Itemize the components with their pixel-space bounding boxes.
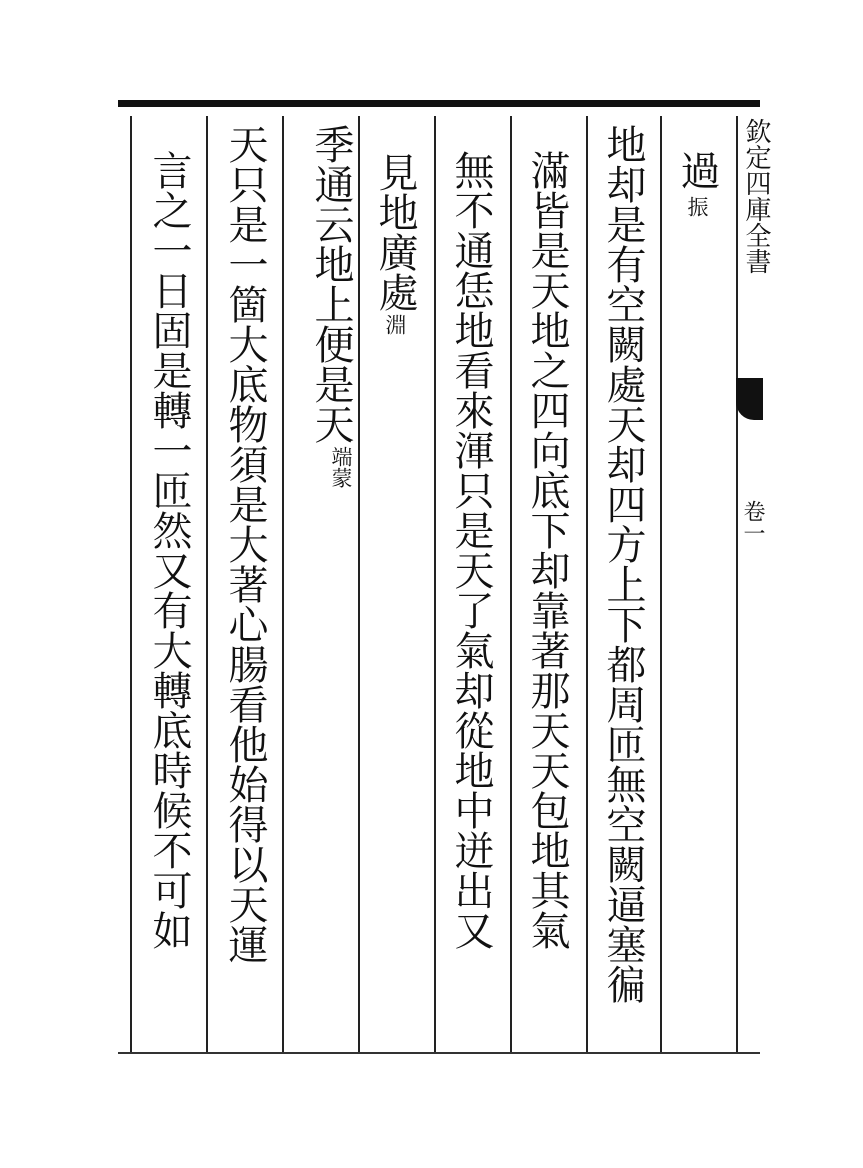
column-divider [434, 116, 436, 1052]
text-column [370, 152, 420, 335]
column-divider [660, 116, 662, 1052]
fishtail-mark [736, 378, 763, 420]
column-text: 見地廣處 [372, 152, 418, 312]
column-divider [282, 116, 284, 1052]
top-border [118, 100, 760, 107]
column-note: 振 [685, 196, 709, 217]
column-note: 淵 [383, 314, 407, 335]
column-divider [510, 116, 512, 1052]
text-column [598, 124, 648, 1008]
column-text: 滿皆是天地之四向底下却靠著那天天包地其氣 [524, 150, 570, 950]
column-text: 過 [674, 150, 720, 190]
text-column [522, 150, 572, 954]
text-column [672, 150, 722, 217]
book-title: 欽定四庫全書 [741, 118, 771, 274]
column-divider [206, 116, 208, 1052]
column-text: 無不通恁地看來渾只是天了氣却從地中迸出又 [448, 150, 494, 950]
text-column [144, 150, 194, 954]
bottom-border [118, 1052, 760, 1054]
column-text: 言之一日固是轉一匝然又有大轉底時候不可如 [146, 150, 192, 950]
juan-label: 卷一 [740, 500, 765, 544]
text-column [220, 124, 270, 968]
column-text: 天只是一箇大底物須是大著心腸看他始得以天運 [222, 124, 268, 964]
text-column [446, 150, 496, 954]
text-column [296, 124, 366, 488]
left-frame-line [130, 116, 132, 1052]
column-text: 季通云地上便是天 [308, 124, 354, 444]
column-divider [586, 116, 588, 1052]
column-text: 地却是有空闕處天却四方上下都周匝無空闕逼塞徧 [600, 124, 646, 1004]
column-note: 端蒙 [329, 446, 353, 488]
